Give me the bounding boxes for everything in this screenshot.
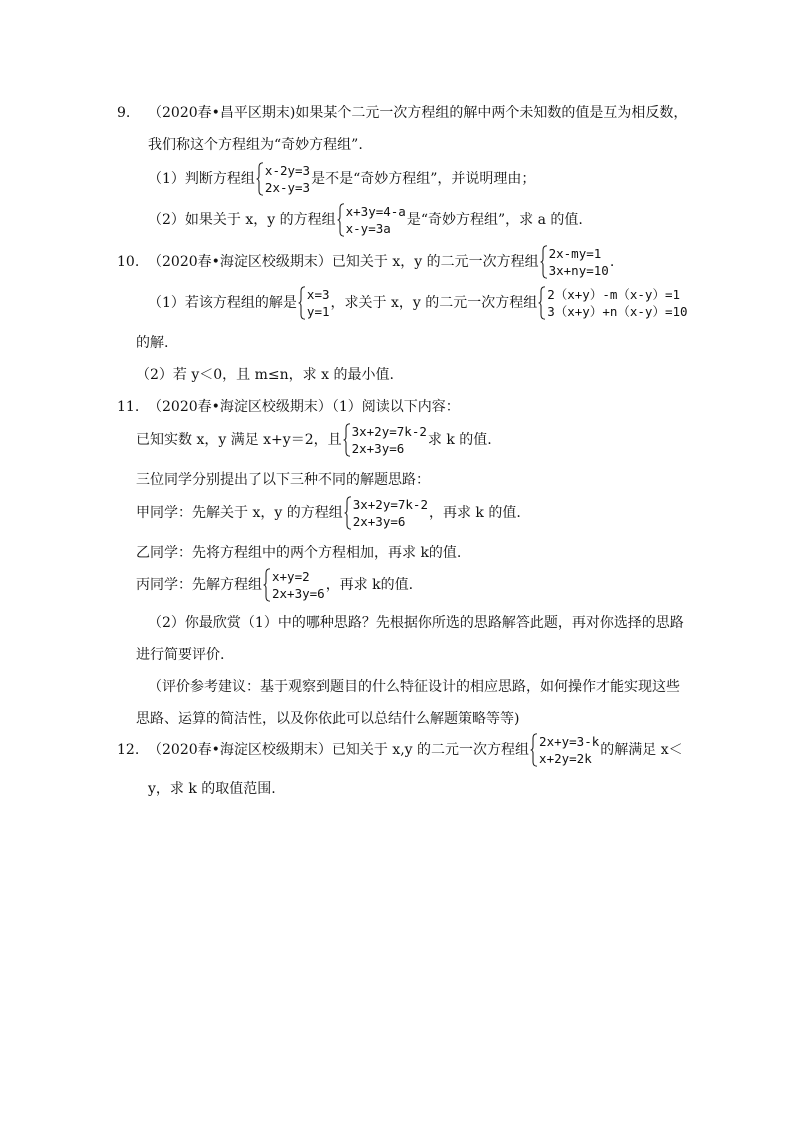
part-text: （1）若该方程组的解是 <box>148 295 297 311</box>
part-text: 是不是“奇妙方程组”，并说明理由； <box>311 171 536 187</box>
left-brace-icon <box>256 162 264 196</box>
part-text: 已知实数 x，y 满足 x+y＝2，且 <box>136 432 342 448</box>
part-text: 甲同学：先解关于 x，y 的方程组 <box>136 505 343 521</box>
left-brace-icon <box>337 203 345 237</box>
equation: 2x+3y=6 <box>272 586 325 601</box>
equation-system <box>263 568 325 602</box>
question-text: 我们称这个方程组为“奇妙方程组”. <box>148 137 363 153</box>
student-a <box>136 496 521 530</box>
question-number: 12. <box>117 742 140 758</box>
equation: 2x+3y=6 <box>351 441 405 456</box>
part-2: （2）若 y＜0，且 m≤n，求 x 的最小值. <box>136 367 394 383</box>
question-text: （2020春•昌平区期末)如果某个二元一次方程组的解中两个未知数的值是互为相反数， <box>148 105 688 121</box>
part-text: 的解. <box>136 335 169 351</box>
given-line <box>136 423 492 457</box>
equation: 2x-my=1 <box>548 246 602 261</box>
equation: x+y=2 <box>272 569 310 584</box>
left-brace-icon <box>263 568 271 602</box>
part-text: ，求关于 x，y 的二元一次方程组 <box>330 295 538 311</box>
equation-system <box>256 162 310 196</box>
left-brace-icon <box>540 245 548 279</box>
part-1 <box>148 162 535 196</box>
equation: x+2y=2k <box>539 751 592 766</box>
equation: 2（x+y）-m（x-y）=1 <box>547 287 681 302</box>
part-1 <box>148 286 689 320</box>
part-text: 丙同学：先解方程组 <box>136 577 262 593</box>
question-text <box>117 733 683 767</box>
equation-system <box>343 423 427 457</box>
equation: 3（x+y）+n（x-y）=10 <box>547 304 688 319</box>
part-text: ，再求 k 的值. <box>428 505 521 521</box>
question-text: （2020春•海淀区校级期末）已知关于 x,y 的二元一次方程组 <box>148 742 530 758</box>
student-c <box>136 568 413 602</box>
question-text <box>117 245 614 279</box>
evaluation-note: （评价参考建议：基于观察到题目的什么特征设计的相应思路，如何操作才能实现这些 <box>148 679 680 695</box>
part-text: （2）如果关于 x，y 的方程组 <box>148 212 336 228</box>
equation: 2x+y=3-k <box>539 734 600 749</box>
student-b: 乙同学：先将方程组中的两个方程相加，再求 k的值. <box>136 545 462 561</box>
equation: x+3y=4-a <box>345 204 406 219</box>
left-brace-icon <box>344 496 352 530</box>
equation: 2x+3y=6 <box>352 514 406 529</box>
question-number: 10. <box>117 254 140 270</box>
equation: x-y=3a <box>345 221 391 236</box>
equation: 3x+2y=7k-2 <box>352 497 428 512</box>
equation: y=1 <box>306 304 330 319</box>
left-brace-icon <box>530 733 538 767</box>
equation: 3x+2y=7k-2 <box>351 424 427 439</box>
left-brace-icon <box>298 286 306 320</box>
evaluation-note: 思路、运算的简洁性，以及你依此可以总结什么解题策略等等) <box>136 711 520 727</box>
equation-system <box>540 245 609 279</box>
part-text: 求 k 的值. <box>427 432 492 448</box>
part-text: （1）判断方程组 <box>148 171 255 187</box>
part-2: （2）你最欣赏（1）中的哪种思路？先根据你所选的思路解答此题，再对你选择的思路 <box>148 615 684 631</box>
part-text: 是“奇妙方程组”，求 a 的值. <box>406 212 583 228</box>
equation-system <box>344 496 428 530</box>
equation: x=3 <box>306 287 330 302</box>
equation: 2x-y=3 <box>264 180 311 195</box>
equation: 3x+ny=10 <box>548 263 609 278</box>
equation-system <box>530 733 599 767</box>
equation: x-2y=3 <box>264 163 311 178</box>
part-text: ，再求 k的值. <box>325 577 414 593</box>
question-text: . <box>609 254 615 270</box>
equation-system <box>337 203 406 237</box>
part-2: 进行简要评价. <box>136 647 225 663</box>
question-text: 三位同学分别提出了以下三种不同的解题思路： <box>136 472 430 488</box>
part-2 <box>148 203 583 237</box>
left-brace-icon <box>538 286 546 320</box>
equation-system <box>538 286 687 320</box>
question-text: （2020春•海淀区校级期末）（1）阅读以下内容： <box>148 399 460 415</box>
left-brace-icon <box>343 423 351 457</box>
question-text: 的解满足 x＜ <box>600 742 683 758</box>
question-number: 9. <box>117 105 131 121</box>
question-text: y，求 k 的取值范围. <box>148 781 276 797</box>
question-text: （2020春•海淀区校级期末）已知关于 x，y 的二元一次方程组 <box>148 254 539 270</box>
question-number: 11. <box>117 399 140 415</box>
equation-system <box>298 286 330 320</box>
